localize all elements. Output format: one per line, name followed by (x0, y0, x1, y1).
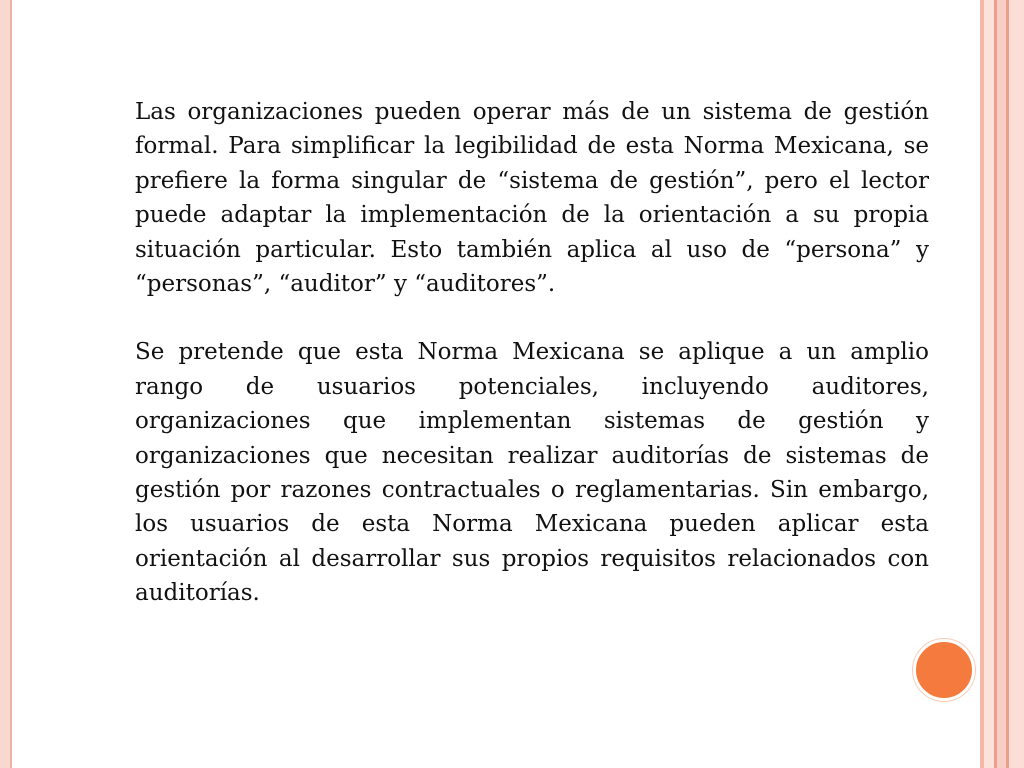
left-decorative-border (0, 0, 12, 768)
paragraph-organizations: Las organizaciones pueden operar más de un sistema de gestión formal. Para simplificar la legibilidad de esta Norma Mexicana, se prefiere la forma singular de “sistema de gestión”, pero el lector puede adaptar la implementación de la orientación a su propia situación particular. Esto también aplica al uso de “persona” y “personas”, “auditor” y “auditores”. (135, 99, 929, 298)
accent-circle-decoration (913, 639, 975, 701)
right-decorative-stripes (980, 0, 1024, 768)
stripe (997, 0, 1006, 768)
slide-body-text (135, 95, 929, 611)
stripe (984, 0, 994, 768)
stripe (1009, 0, 1024, 768)
paragraph-users: Se pretende que esta Norma Mexicana se aplique a un amplio rango de usuarios potenciales, incluyendo auditores, organizaciones que implementan sistemas de gestión y organizaciones que necesitan realizar auditorías de sistemas de gestión por razones contractuales o reglamentarias. Sin embargo, los usuarios de esta Norma Mexicana pueden aplicar esta orientación al desarrollar sus propios requisitos relacionados con auditorías. (135, 339, 929, 607)
